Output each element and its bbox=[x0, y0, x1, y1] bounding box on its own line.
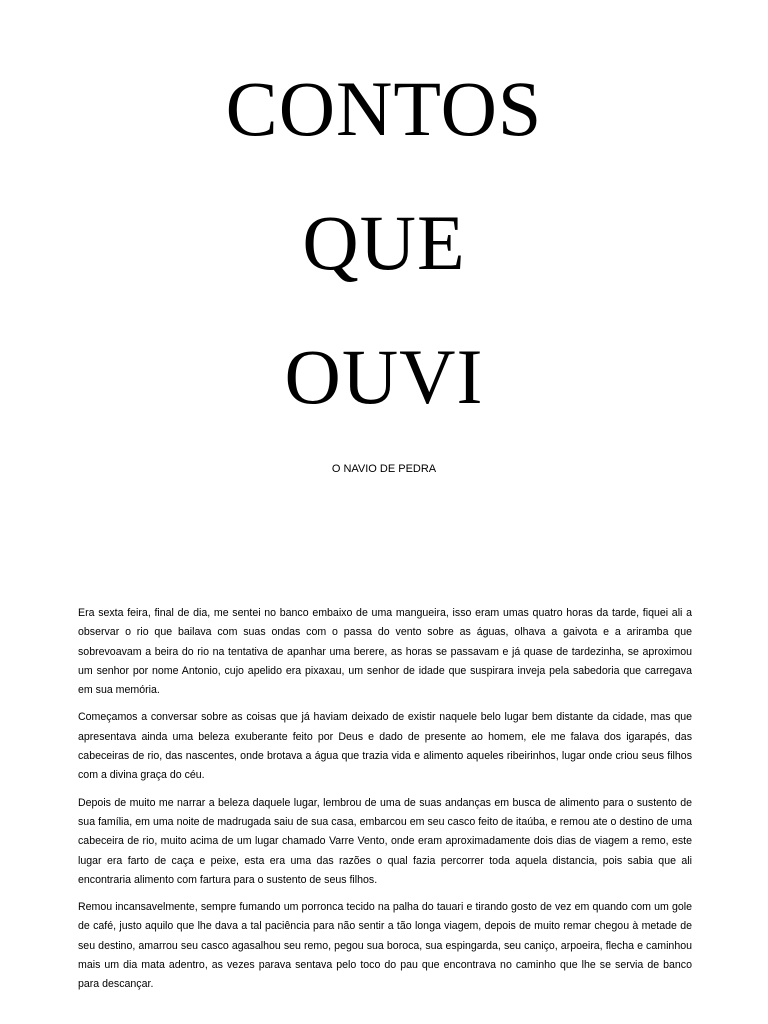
paragraph-2: Começamos a conversar sobre as coisas que já haviam deixado de existir naquele belo lugar bem distante da cidade, mas que apresentava ainda uma beleza exuberante feito por Deus e dado de presente ao homem, ele me falava dos igarapés, das cabeceiras de rio, das nascentes, onde brotava a água que trazia vida e alimento aqueles ribeirinhos, lugar onde criou seus filhos com a divina graça do céu. bbox=[78, 711, 692, 782]
paragraph-3: Depois de muito me narrar a beleza daquele lugar, lembrou de uma de suas andanças em busca de alimento para o sustento de sua família, em uma noite de madrugada saiu de sua casa, embarcou em seu casco feito de itaúba, e remou ate o destino de uma cabeceira de rio, muito acima de um lugar chamado Varre Vento, onde eram aproximadamente dois dias de viagem a remo, este lugar era farto de caça e peixe, esta era uma das razões o qual fazia percorrer toda aquela distancia, pois sabia que ali encontraria alimento com fartura para o sustento de seus filhos. bbox=[78, 796, 692, 886]
subtitle: O NAVIO DE PEDRA bbox=[331, 463, 437, 475]
title-line-2: QUE bbox=[302, 199, 466, 286]
paragraph-4: Remou incansavelmente, sempre fumando um porronca tecido na palha do tauari e tirando gosto de vez em quando com um gole de café, justo aquilo que lhe dava a tal paciência para não sentir a tão longa viagem, depois de muito remar chegou à metade de seu destino, amarrou seu casco agasalhou seu remo, pegou sua boroca, sua espingarda, seu caniço, arpoeira, flecha e caminhou mais um dia mata adentro, as vezes parava sentava pelo toco do pau que encontrava no caminho que lhe se servia de banco para descançar. bbox=[78, 901, 692, 991]
body-text bbox=[78, 604, 692, 1003]
title-line-3: OUVI bbox=[284, 333, 484, 420]
paragraph-1: Era sexta feira, final de dia, me sentei no banco embaixo de uma mangueira, isso eram umas quatro horas da tarde, fiquei ali a observar o rio que bailava com suas ondas com o passa do vento sobre as águas, olhava a gaivota e a ariramba que sobrevoavam a beira do rio na tentativa de apanhar uma berere, as horas se passavam e já quase de tardezinha, se aproximou um senhor por nome Antonio, cujo apelido era pixaxau, um senhor de idade que suspirara inveja pela sabedoria que carregava em sua memória. bbox=[78, 607, 692, 697]
title-line-1: CONTOS bbox=[225, 65, 543, 152]
